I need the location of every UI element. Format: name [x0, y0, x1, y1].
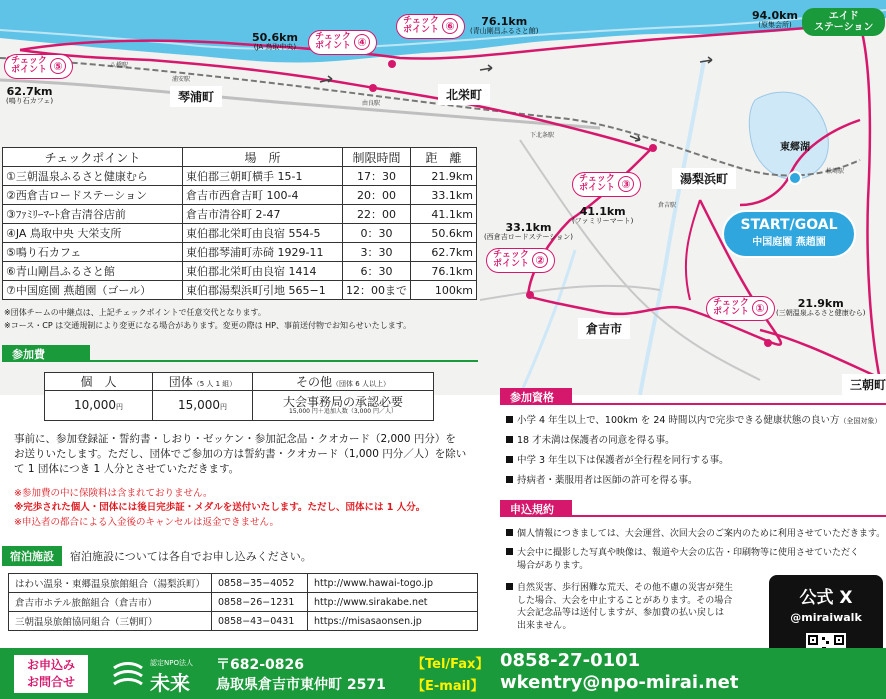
fee-header-row: 個 人 団体（5 人 1 組） その他（団体 6 人以上）: [45, 373, 434, 391]
x-title: 公式 X: [799, 588, 853, 608]
station-urayasu: 浦安駅: [172, 76, 191, 83]
org-type: 認定NPO法人: [150, 659, 193, 667]
aid-station-badge: エイド ステーション: [802, 8, 885, 36]
eligibility-item-3: 中学 3 年生以下は保護者が全行程を同行する事。: [506, 454, 729, 467]
table-row: ⑦中国庭園 燕趙園（ゴール） 東伯郡湯梨浜町引地 565−1 12：00まで 100km: [3, 281, 477, 300]
tel-label: 【Tel/Fax】: [412, 657, 489, 672]
tel-number[interactable]: 0858-27-0101: [500, 650, 641, 671]
fee-table: [44, 372, 434, 421]
npo-mirai-logo-icon: [112, 658, 144, 688]
town-misasa: 三朝町: [842, 374, 886, 395]
col-place: 場 所: [183, 148, 343, 167]
fee-value-row: 10,000円 15,000円 大会事務局の承認必要 15,000 円＋追加人数（3,000 円／人）: [45, 391, 434, 421]
checkpoint-2-bubble: チェック ポイント ②: [486, 248, 555, 273]
checkpoint-3-bubble: チェック ポイント ③: [572, 172, 641, 197]
town-kurayoshi: 倉吉市: [578, 318, 630, 339]
checkpoint-label: チェック ポイント: [315, 32, 352, 52]
table-note-2: ※コース・CP は交通規制により変更になる場合があります。変更の際は HP、事前送付物でお知らせいたします。: [4, 321, 412, 330]
lodging-heading: 宿泊施設 宿泊施設については各自でお申し込みください。: [2, 546, 312, 566]
station-shimohojo: 下北条駅: [530, 132, 555, 139]
x-handle[interactable]: @miraiwalk: [790, 611, 862, 624]
zip-code: 〒682-0826: [216, 657, 304, 673]
fee-heading: 参加費: [2, 345, 90, 362]
station-yabase: 八橋駅: [110, 62, 129, 69]
lake-label: 東郷湖: [780, 142, 810, 153]
terms-item-3: 自然災害、歩行困難な荒天、その他不慮の災害が発生 した場合、大会を中止することがあります。その場合 大会記念品等は送付しますが、参加費の払い戻しは 出来ません。: [506, 582, 733, 632]
eligibility-item-4: 持病者・薬服用者は医師の許可を得る事。: [506, 474, 698, 487]
eligibility-heading: 参加資格: [500, 388, 572, 405]
town-kotoura: 琴浦町: [170, 86, 222, 107]
start-goal-badge: START/GOAL 中国庭園 燕趙園: [722, 210, 856, 258]
terms-item-1: 個人情報につきましては、大会運営、次回大会のご案内のために利用させていただきます。: [506, 528, 885, 541]
checkpoint-4-bubble: チェック ポイント ④: [308, 30, 377, 55]
table-row: ⑤鳴り石カフェ 東伯郡琴浦町赤碕 1929-11 3：30 62.7km: [3, 243, 477, 262]
checkpoint-1-distance: 21.9km (三朝温泉ふるさと健康むら): [776, 297, 866, 317]
checkpoint-label: チェック ポイント: [493, 250, 530, 270]
email-label: 【E-mail】: [412, 679, 484, 694]
checkpoint-label: チェック ポイント: [579, 174, 616, 194]
col-time: 制限時間: [343, 148, 411, 167]
table-row: ③ﾌｧﾐﾘｰﾏｰﾄ倉吉清谷店前 倉吉市清谷町 2-47 22：00 41.1km: [3, 205, 477, 224]
checkpoint-2-distance: 33.1km (西倉吉ロードステーション): [484, 221, 573, 241]
town-hokuei: 北栄町: [438, 84, 490, 105]
fee-description: 事前に、参加登録証・誓約書・しおり・ゼッケン・参加記念品・クオカード（2,000 円分）を お送りいたします。ただし、団体でご参加の方は誓約書・クオカード（1,000 円分／人）を除い て 1 団体につき 1 人分とさせていただきます。: [14, 433, 467, 476]
table-row: はわい温泉・東郷温泉旅館組合（湯梨浜町） 0858−35−4052 http://www.hawai-togo.jp: [9, 574, 478, 593]
aid-distance: 94.0km (原集会所): [752, 9, 798, 29]
station-matsuzaki: 松崎駅: [826, 168, 845, 175]
checkpoint-table: [2, 147, 477, 300]
eligibility-item-2: 18 才未満は保護者の同意を得る事。: [506, 434, 675, 447]
fee-warnings: ※参加費の中に保険料は含まれておりません。 ※完歩された個人・団体には後日完歩証・メダルを送付いたします。ただし、団体には 1 人分。 ※申込者の都合による入金後のキャンセルは返金できません。: [14, 488, 426, 528]
email-address[interactable]: wkentry@npo-mirai.net: [500, 672, 739, 693]
start-point: [789, 172, 801, 184]
checkpoint-6-bubble: チェック ポイント ⑥: [396, 14, 465, 39]
town-yurihama: 湯梨浜町: [672, 168, 736, 189]
col-checkpoint: チェックポイント: [3, 148, 183, 167]
table-row: 三朝温泉旅館協同組合（三朝町） 0858−43−0431 https://misasaonsen.jp: [9, 612, 478, 631]
checkpoint-label: チェック ポイント: [713, 298, 750, 318]
station-yura: 由良駅: [362, 100, 381, 107]
address: 鳥取県倉吉市東仲町 2571: [216, 677, 386, 693]
table-row: 倉吉市ホテル旅館組合（倉吉市） 0858−26−1231 http://www.sirakabe.net: [9, 593, 478, 612]
checkpoint-6-distance: 76.1km (青山剛昌ふるさと館): [470, 15, 539, 35]
table-row: ④JA 鳥取中央 大栄支所 東伯郡北栄町由良宿 554-5 0：30 50.6km: [3, 224, 477, 243]
terms-item-2: 大会中に撮影した写真や映像は、報道や大会の広告・印刷物等に使用させていただく 場合があります。: [506, 547, 859, 572]
eligibility-item-1: 小学 4 年生以上で、100km を 24 時間以内で完歩できる健康状態の良い方（全国対象）: [506, 414, 881, 427]
checkpoint-4-distance: 50.6km (JA 鳥取中央): [252, 31, 298, 51]
table-row: ⑥青山剛昌ふるさと館 東伯郡北栄町由良宿 1414 6：30 76.1km: [3, 262, 477, 281]
apply-contact-label: お申込み お問合せ: [14, 655, 88, 693]
table-note-1: ※団体チームの中継点は、上記チェックポイントで任意交代となります。: [4, 308, 266, 317]
terms-rule: [572, 515, 886, 517]
checkpoint-1-bubble: チェック ポイント ①: [706, 296, 775, 321]
terms-heading: 申込規約: [500, 500, 572, 517]
checkpoint-label: チェック ポイント: [11, 56, 48, 76]
org-name: 未来: [150, 671, 190, 695]
col-distance: 距 離: [411, 148, 477, 167]
eligibility-rule: [572, 403, 886, 405]
checkpoint-5-bubble: チェック ポイント ⑤: [4, 54, 73, 79]
lodging-table: [8, 573, 478, 631]
checkpoint-label: チェック ポイント: [403, 16, 440, 36]
checkpoint-3-distance: 41.1km (ファミリーマート): [572, 205, 634, 225]
checkpoint-5-distance: 62.7km (鳴り石カフェ): [6, 85, 54, 105]
footer: [0, 648, 886, 699]
table-row: ②西倉吉ロードステーション 倉吉市西倉吉町 100-4 20：00 33.1km: [3, 186, 477, 205]
table-header-row: [3, 148, 477, 167]
table-row: ①三朝温泉ふるさと健康むら 東伯郡三朝町横手 15-1 17：30 21.9km: [3, 167, 477, 186]
fee-heading-rule: [90, 360, 478, 362]
station-kurayoshi: 倉吉駅: [658, 202, 677, 209]
